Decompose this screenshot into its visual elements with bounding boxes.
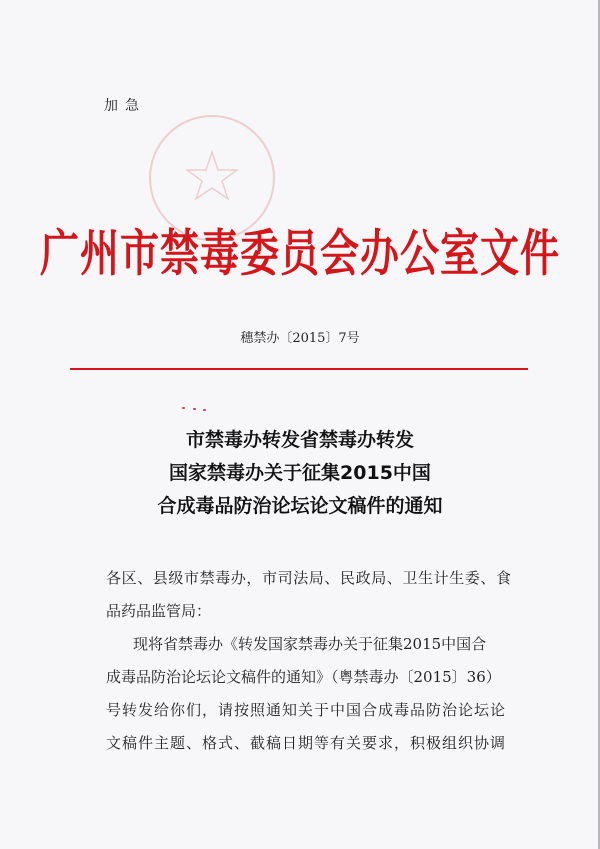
- red-mark: [182, 407, 185, 409]
- document-title-line-2: 国家禁毒办关于征集2015中国: [169, 462, 431, 484]
- recipients-line-2: 品药品监管局：: [106, 602, 212, 620]
- red-divider-line: [70, 368, 528, 370]
- red-mark: [193, 408, 196, 410]
- paragraph-line-2: 成毒品防治论坛论文稿件的通知》（粤禁毒办〔2015〕36）: [106, 668, 501, 686]
- paragraph-line-3: 号转发给你们，请按照通知关于中国合成毒品防治论坛论: [106, 701, 507, 719]
- paragraph-line-1: 现将省禁毒办《转发国家禁毒办关于征集2015中国合: [133, 635, 487, 653]
- document-number: 穗禁办〔2015〕7号: [240, 331, 360, 346]
- paragraph-line-4: 文稿件主题、格式、截稿日期等有关要求，积极组织协调: [106, 734, 507, 752]
- issuing-office-header: 广州市禁毒委员会办公室文件: [39, 225, 560, 284]
- urgency-label: 加急: [104, 98, 146, 114]
- red-mark: [203, 409, 206, 411]
- document-title-line-3: 合成毒品防治论坛论文稿件的通知: [157, 495, 443, 517]
- recipients-line-1: 各区、县级市禁毒办，市司法局、民政局、卫生计生委、食: [106, 569, 512, 587]
- document-title-line-1: 市禁毒办转发省禁毒办转发: [185, 429, 414, 451]
